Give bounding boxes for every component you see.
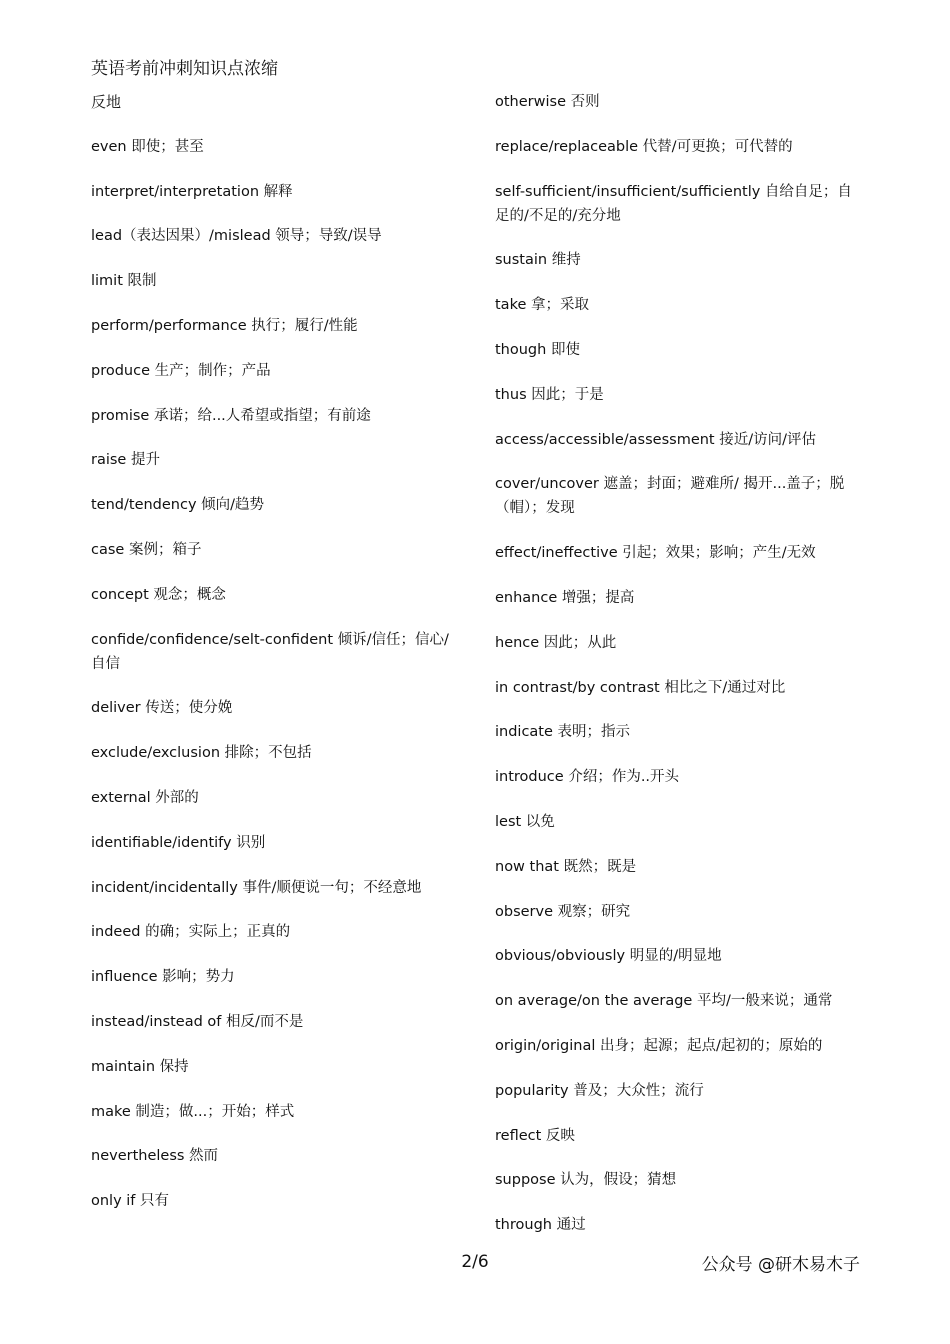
vocab-entry: case 案例；箱子 [91,541,202,558]
vocab-entry: exclude/exclusion 排除；不包括 [91,745,312,762]
vocab-entry: concept 观念；概念 [91,586,226,603]
vocab-entry: raise 提升 [91,452,160,469]
vocab-entry: influence 影响；势力 [91,969,235,986]
vocab-entry: observe 观察；研究 [495,903,631,920]
vocab-entry: even 即使；甚至 [91,138,204,155]
vocab-entry: sustain 维持 [495,252,581,269]
vocab-entry: promise 承诺；给...人希望或指望；有前途 [91,407,371,424]
vocab-entry: perform/performance 执行；履行/性能 [91,317,358,334]
vocab-entry: lead（表达因果）/mislead 领导；导致/误导 [91,228,382,245]
vocab-entry: replace/replaceable 代替/可更换；可代替的 [495,138,793,155]
vocab-entry: only if 只有 [91,1193,170,1210]
vocab-entry: on average/on the average 平均/一般来说；通常 [495,993,833,1010]
vocab-entry: access/accessible/assessment 接近/访问/评估 [495,431,816,448]
page-number: 2/6 [461,1252,489,1272]
vocab-entry: though 即使 [495,341,580,358]
vocab-entry: tend/tendency 倾向/趋势 [91,497,265,514]
vocab-entry: suppose 认为，假设；猜想 [495,1172,677,1189]
vocab-entry: indeed 的确；实际上；正真的 [91,924,291,941]
vocab-entry: self-sufficient/insufficient/sufficiently 自给自足；自足的/不足的/充分地 [495,183,852,224]
vocab-entry: thus 因此；于是 [495,386,604,403]
vocab-entry: confide/confidence/selt-confident 倾诉/信任；信心/自信 [91,631,449,672]
vocab-entry: instead/instead of 相反/而不是 [91,1013,304,1030]
vocab-entry: hence 因此；从此 [495,634,617,651]
vocab-entry: deliver 传送；使分娩 [91,700,233,717]
vocab-entry: effect/ineffective 引起；效果；影响；产生/无效 [495,545,816,562]
left-column [91,90,463,1234]
vocab-entry: produce 生产；制作；产品 [91,362,271,379]
vocab-entry: limit 限制 [91,273,157,290]
right-column [495,90,863,1258]
vocab-entry: 反地 [91,93,122,111]
vocab-entry: identifiable/identify 识别 [91,834,266,851]
vocab-entry: indicate 表明；指示 [495,724,631,741]
vocab-entry: lest 以免 [495,813,555,830]
vocab-entry: interpret/interpretation 解释 [91,183,293,200]
vocab-entry: now that 既然；既是 [495,858,637,875]
vocab-entry: obvious/obviously 明显的/明显地 [495,948,722,965]
vocab-entry: popularity 普及；大众性；流行 [495,1082,704,1099]
vocab-entry: reflect 反映 [495,1127,575,1144]
vocab-entry: cover/uncover 遮盖；封面；避难所/ 揭开...盖子；脱（帽）；发现 [495,476,845,517]
vocab-entry: in contrast/by contrast 相比之下/通过对比 [495,679,786,696]
vocab-entry: incident/incidentally 事件/顺便说一句；不经意地 [91,879,422,896]
vocab-entry: take 拿；采取 [495,297,589,314]
vocab-entry: make 制造；做...；开始；样式 [91,1103,295,1120]
vocab-entry: origin/original 出身；起源；起点/起初的；原始的 [495,1037,823,1054]
vocab-entry: maintain 保持 [91,1058,189,1075]
vocab-entry: introduce 介绍；作为..开头 [495,769,680,786]
page-title: 英语考前冲刺知识点浓缩 [91,59,278,79]
vocab-entry: through 通过 [495,1217,586,1234]
vocab-entry: external 外部的 [91,789,199,806]
vocab-entry: nevertheless 然而 [91,1148,219,1165]
watermark-text: 公众号 @研木易木子 [701,1255,860,1275]
vocab-entry: otherwise 否则 [495,94,600,110]
vocab-entry: enhance 增强；提高 [495,589,635,606]
